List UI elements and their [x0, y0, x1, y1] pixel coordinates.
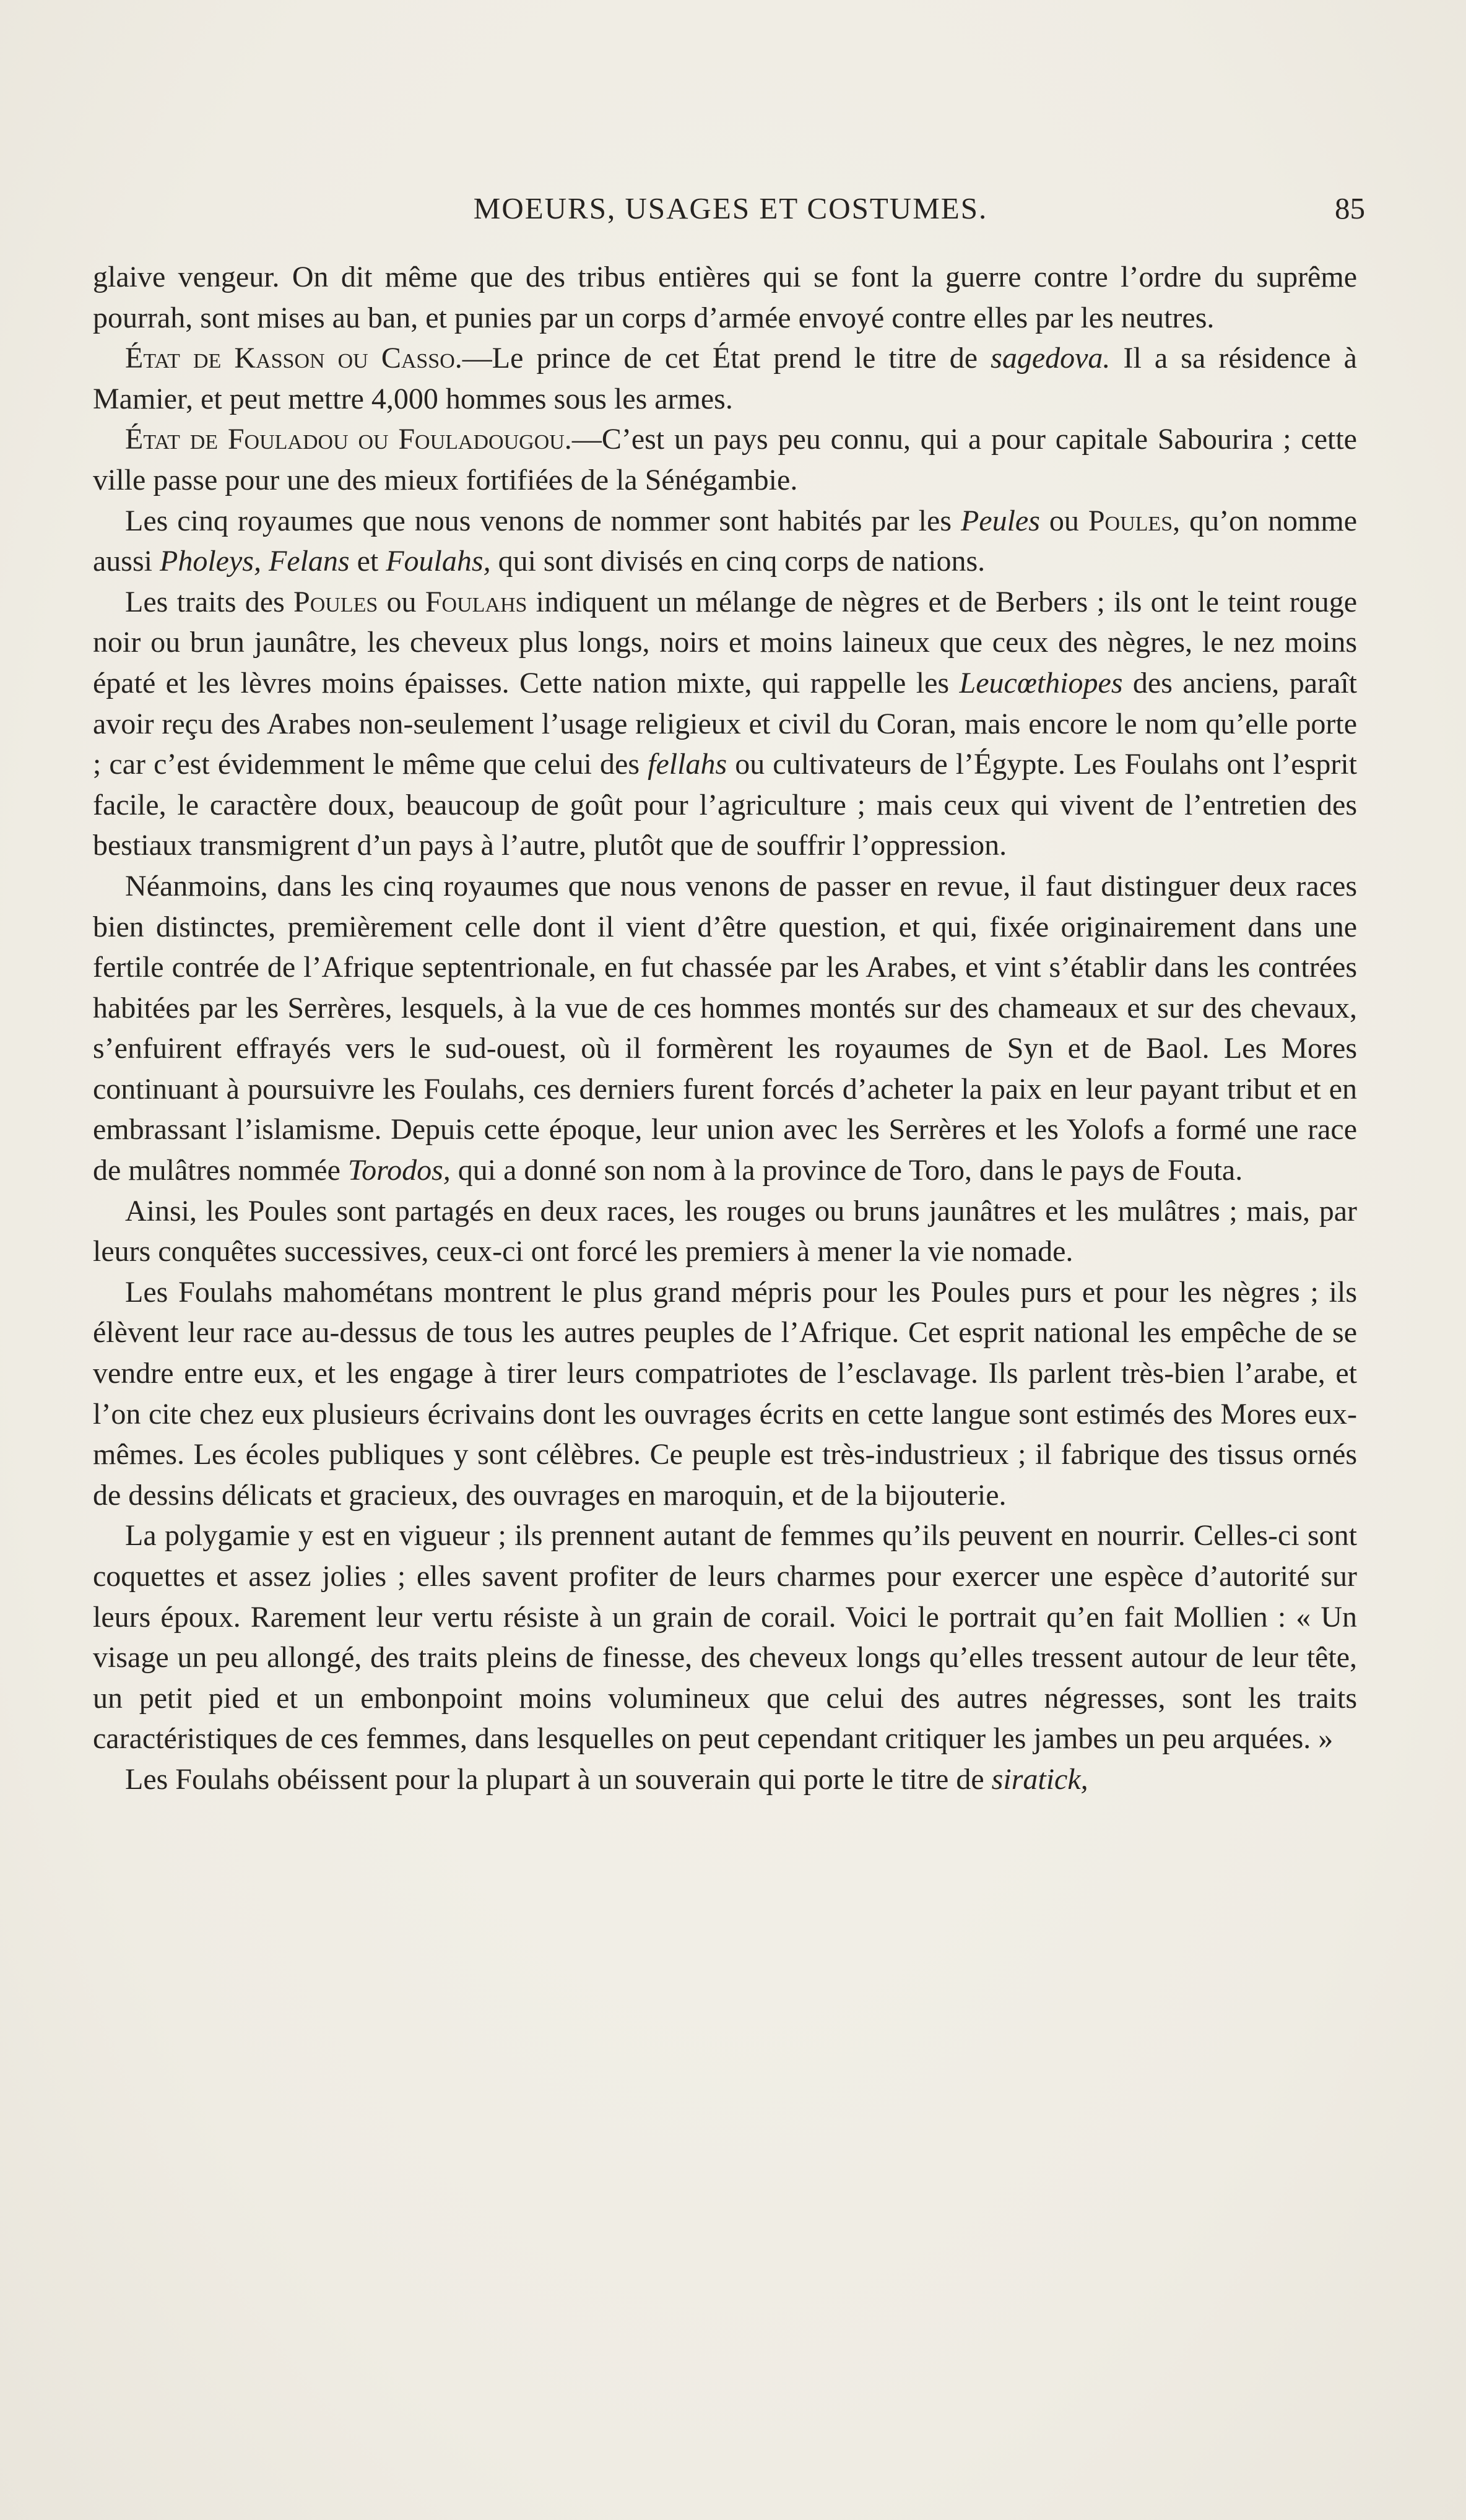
- text-run: ou: [378, 585, 425, 618]
- text-run: des anciens, paraît avoir reçu des Arabes non-seulement l’usage religieux et civil du Coran, mais encore le nom qu’elle porte ; car c’est évidemment le même que celui des: [93, 666, 1357, 781]
- running-head: [96, 191, 1365, 228]
- italic-term: Foulahs,: [386, 545, 491, 578]
- paragraph-foulahs-mahometans: Les Foulahs mahométans montrent le plus grand mépris pour les Poules purs et pour les nègres ; ils élèvent leur race au-dessus de tous les autres peuples de l’Afrique. Cet esprit national les empêche de se vendre entre eux, et les engage à tirer leurs compatriotes de l’esclavage. Ils parlent très-bien l’arabe, et l’on cite chez eux plusieurs écrivains dont les ouvrages écrits en cette langue sont estimés des Mores eux-mêmes. Les écoles publiques y sont célèbres. Ce peuple est très-industrieux ; il fabrique des tissus ornés de dessins délicats et gracieux, des ouvrages en maroquin, et de la bijouterie.: [93, 1275, 1357, 1512]
- small-caps-term: Foulahs: [425, 585, 527, 618]
- italic-term: Pholeys, Felans: [160, 545, 350, 578]
- paragraph-kasson: [93, 338, 1357, 419]
- italic-term: Torodos,: [347, 1154, 451, 1187]
- text-run: Les traits des: [125, 585, 294, 618]
- text-run: ou cultivateurs de l’Égypte. Les Foulahs ont l’esprit facile, le caractère doux, beaucoup de goût pour l’agriculture ; mais ceux qui vivent de l’entretien des bestiaux transmigrent d’un pays à l’autre, plutôt que de souffrir l’oppression.: [93, 748, 1357, 862]
- text-run: Néanmoins, dans les cinq royaumes que nous venons de passer en revue, il faut distinguer deux races bien distinctes, premièrement celle dont il vient d’être question, et qui, fixée originairement dans une fertile contrée de l’Afrique septentrionale, en fut chassée par les Arabes, et vint s’établir dans les contrées habitées par les Serrères, lesquels, à la vue de ces hommes montés sur des chameaux et sur des chevaux, s’enfuirent effrayés vers le sud-ouest, où il formèrent les royaumes de Syn et de Baol. Les Mores continuant à poursuivre les Foulahs, ces derniers furent forcés d’acheter la paix en leur payant tribut et en embrassant l’islamisme. Depuis cette époque, leur union avec les Serrères et les Yolofs a formé une race de mulâtres nommée: [93, 869, 1357, 1187]
- italic-term: Peules: [960, 504, 1040, 537]
- text-run: qui a donné son nom à la province de Toro, dans le pays de Fouta.: [450, 1154, 1243, 1187]
- paragraph-races: [93, 866, 1357, 1191]
- section-heading-kasson: État de Kasson ou Casso.: [125, 342, 462, 375]
- small-caps-term: Poules: [1088, 504, 1173, 537]
- title-word-sagedova: sagedova.: [991, 342, 1111, 375]
- page-number: 85: [1335, 191, 1365, 225]
- text-run: , qu’on nomme aussi: [93, 504, 1358, 578]
- text-run: ou: [1039, 504, 1088, 537]
- italic-term: Leucœthiopes: [959, 666, 1123, 699]
- italic-term: fellahs: [648, 748, 727, 781]
- paragraph-fouladou: [93, 419, 1357, 500]
- running-title: MOEURS, USAGES ET COSTUMES.: [473, 191, 988, 225]
- section-heading-fouladou: État de Fouladou ou Fouladougou.: [125, 423, 572, 456]
- small-caps-term: Poules: [293, 585, 378, 618]
- text-run: Il a sa résidence à Mamier, et peut mettre 4,000 hommes sous les armes.: [93, 342, 1357, 415]
- paragraph-traits: [93, 582, 1357, 866]
- paragraph-ainsi: Ainsi, les Poules sont partagés en deux races, les rouges ou bruns jaunâtres et les mulâtres ; mais, par leurs conquêtes successives, ceux-ci ont forcé les premiers à mener la vie nomade.: [93, 1194, 1357, 1268]
- paragraph-souverain: [93, 1759, 1357, 1800]
- text-run: et: [349, 545, 386, 578]
- text-run: qui sont divisés en cinq corps de nations.: [490, 545, 986, 578]
- paragraph-peules: [93, 501, 1357, 582]
- italic-term: siratick,: [991, 1762, 1088, 1796]
- paragraph-1: glaive vengeur. On dit même que des tribus entières qui se font la guerre contre l’ordre du suprême pourrah, sont mises au ban, et punies par un corps d’armée envoyé contre elles par les neutres.: [93, 261, 1357, 334]
- text-run: —Le prince de cet État prend le titre de: [462, 342, 991, 375]
- text-run: Les Foulahs obéissent pour la plupart à un souverain qui porte le titre de: [125, 1762, 992, 1796]
- body-text: [93, 257, 1357, 1800]
- text-run: Les cinq royaumes que nous venons de nommer sont habités par les: [125, 504, 961, 537]
- text-run: —C’est un pays peu connu, qui a pour capitale Sabourira ; cette ville passe pour une des mieux fortifiées de la Sénégambie.: [93, 423, 1357, 496]
- text-run: indiquent un mélange de nègres et de Berbers ; ils ont le teint rouge noir ou brun jaunâtre, les cheveux plus longs, noirs et moins laineux que ceux des nègres, le nez moins épaté et les lèvres moins épaisses. Cette nation mixte, qui rappelle les: [93, 585, 1358, 699]
- paragraph-polygamie: La polygamie y est en vigueur ; ils prennent autant de femmes qu’ils peuvent en nourrir. Celles-ci sont coquettes et assez jolies ; elles savent profiter de leurs charmes pour exercer une espèce d’autorité sur leurs époux. Rarement leur vertu résiste à un grain de corail. Voici le portrait qu’en fait Mollien : « Un visage un peu allongé, des traits pleins de finesse, des cheveux longs qu’elles tressent autour de leur tête, un petit pied et un embonpoint moins volumineux que celui des autres négresses, sont les traits caractéristiques de ces femmes, dans lesquelles on peut cependant critiquer les jambes un peu arquées. »: [93, 1519, 1357, 1756]
